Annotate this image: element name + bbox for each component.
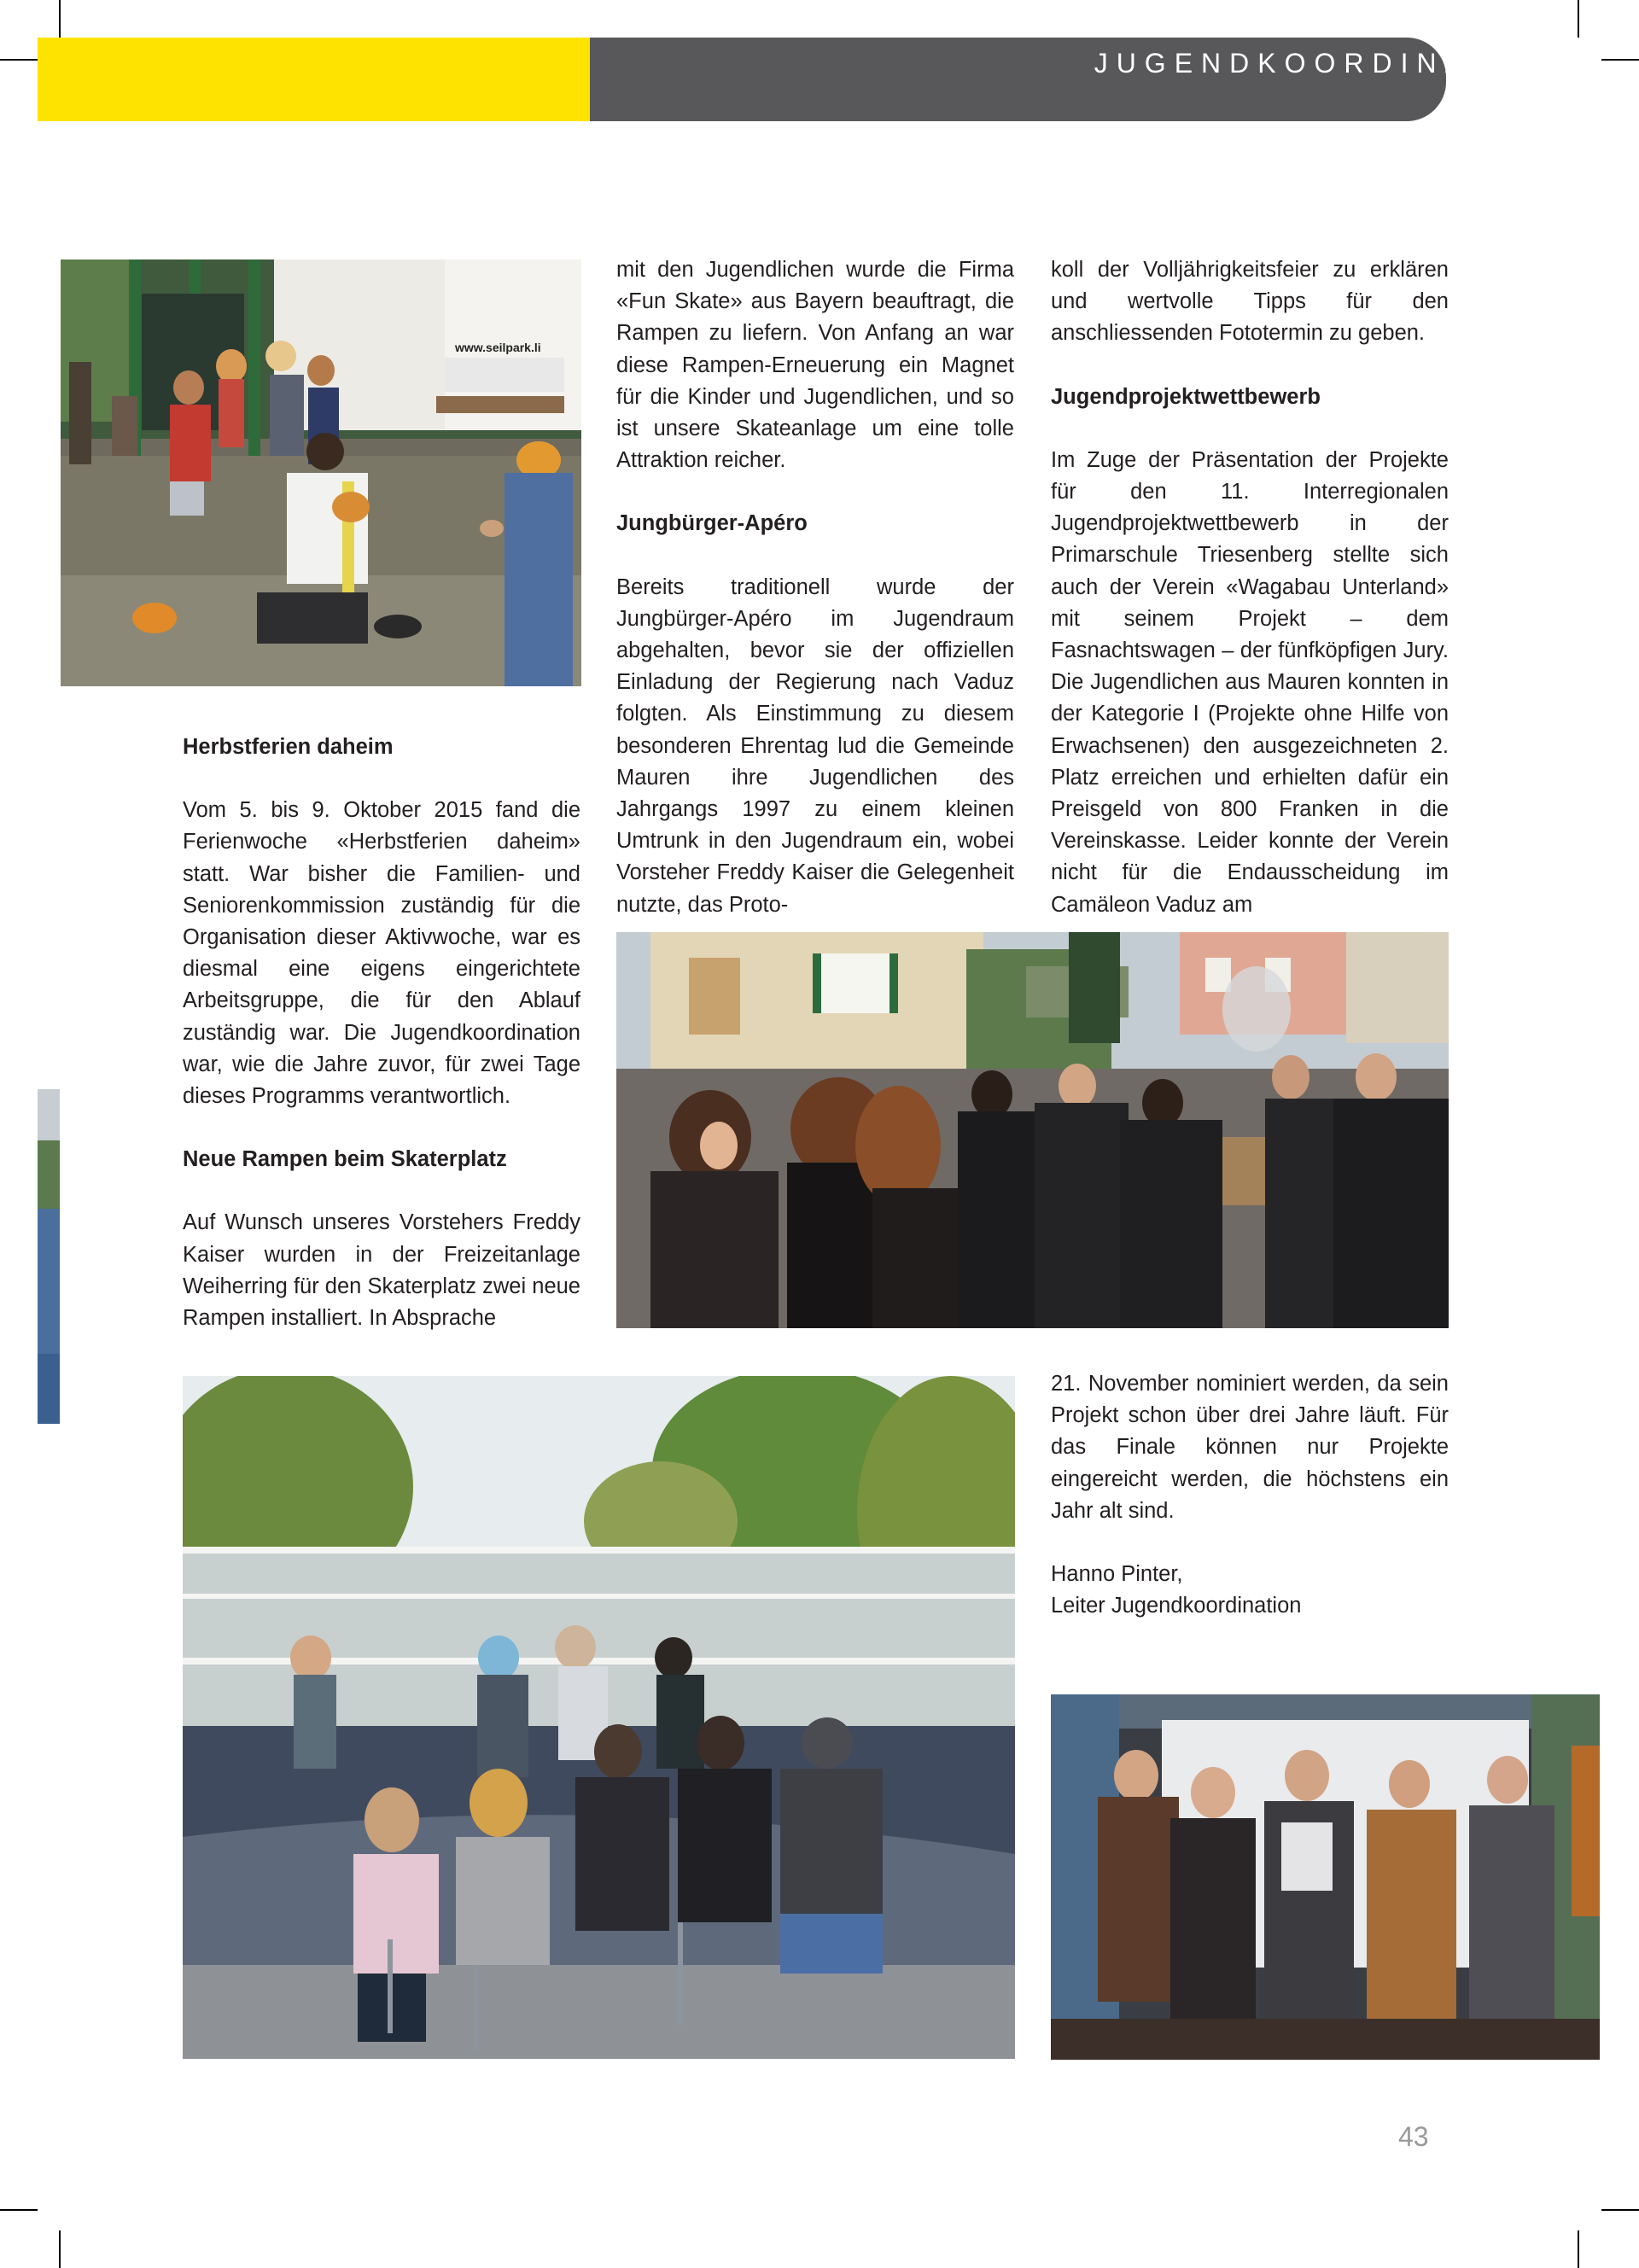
crop-mark-top-left-h (0, 59, 38, 61)
crop-mark-bottom-left-h (0, 2209, 38, 2211)
signature-role: Leiter Jugendkoordination (1051, 1594, 1302, 1618)
heading-rampen: Neue Rampen beim Skaterplatz (183, 1147, 507, 1172)
photo-jugendprojekt-award (1051, 1694, 1600, 2060)
header-yellow-block (38, 38, 590, 121)
page-number: 43 (1398, 2121, 1429, 2152)
heading-herbstferien: Herbstferien daheim (183, 735, 394, 759)
photo-jungbuerger-apero (616, 932, 1449, 1328)
crop-mark-top-right-v (1578, 0, 1579, 38)
column-right-lower (1051, 1368, 1449, 1622)
paragraph-rampen: Auf Wunsch unseres Vorstehers Freddy Kaiser wurden in der Freizeitanlage Weiherring für den Skaterplatz zwei neue Rampen installiert. In Absprache (183, 1210, 580, 1331)
seilpark-sign-text: www.seilpark.li (455, 341, 541, 354)
column-right-upper (1051, 254, 1449, 921)
paragraph-rampen-continued: mit den Jugendlichen wurde die Firma «Fun Skate» aus Bayern beauftragt, die Rampen zu liefern. Von Anfang an war diese Rampen-Erneuerung ein Magnet für die Kinder und Jugendlichen, und so ist unsere Skateanlage um eine tolle Attraktion reicher. (616, 258, 1014, 473)
paragraph-herbstferien: Vom 5. bis 9. Oktober 2015 fand die Ferienwoche «Herbstferien daheim» statt. War bisher die Familien- und Seniorenkommission zuständig für die Organisation dieser Aktivwoche, war es diesmal eine eigens eingerichtete Arbeitsgruppe, die für den Ablauf zuständig war. Die Jugendkoordination war, wie die Jahre zuvor, für zwei Tage dieses Programms verantwortlich. (183, 798, 580, 1109)
heading-jugendprojekt: Jugendprojektwettbewerb (1051, 384, 1321, 409)
crop-mark-bottom-right-v (1578, 2230, 1579, 2268)
column-left-upper (183, 732, 580, 1334)
signature-name: Hanno Pinter, (1051, 1562, 1183, 1587)
photo-herbstferien-kids (61, 259, 581, 686)
paragraph-jungbuerger: Bereits traditionell wurde der Jungbürger-Apéro im Jugendraum abgehalten, bevor sie der offiziellen Einladung der Regierung nach Vaduz folgten. Als Einstimmung zu diesem besonderen Ehrentag lud die Gemeinde Mauren ihre Jugendlichen des Jahrgangs 1997 zu einem kleinen Umtrunk in den Jugendraum ein, wobei Vorsteher Freddy Kaiser die Gelegenheit nutzte, das Proto- (616, 574, 1014, 917)
photo-skaterplatz-group (183, 1376, 1015, 2059)
crop-mark-top-right-h (1601, 59, 1639, 61)
crop-mark-bottom-right-h (1601, 2209, 1639, 2211)
heading-jungbuerger: Jungbürger-Apéro (616, 511, 808, 536)
crop-mark-bottom-left-v (59, 2230, 61, 2268)
column-middle (616, 254, 1014, 921)
paragraph-jugendprojekt-continued: 21. November nominiert werden, da sein Projekt schon über drei Jahre läuft. Für das Finale können nur Projekte eingereicht werden, die höchstens ein Jahr alt sind. (1051, 1372, 1449, 1523)
paragraph-jungbuerger-continued: koll der Volljährigkeitsfeier zu erklären und wertvolle Tipps für den anschliessenden Fototermin zu geben. (1051, 258, 1449, 346)
paragraph-jugendprojekt: Im Zuge der Präsentation der Projekte für den 11. Interregionalen Jugendprojektwettbewerb in der Primarschule Triesenberg stellte sich auch der Verein «Wagabau Unterland» mit seinem Projekt – dem Fasnachtswagen – der fünfköpfigen Jury. Die Jugendlichen aus Mauren konnten in der Kategorie I (Projekte ohne Hilfe von Erwachsenen) den ausgezeichneten 2. Platz erreichen und erhielten dafür ein Preisgeld von 800 Franken in die Vereinskasse. Leider konnte der Verein nicht für die Endausscheidung im Camäleon Vaduz am (1051, 447, 1449, 917)
section-title: JUGENDKOORDINATION (1094, 48, 1569, 79)
crop-mark-top-left-v (59, 0, 61, 38)
photo-edge-sliver (38, 1089, 60, 1424)
